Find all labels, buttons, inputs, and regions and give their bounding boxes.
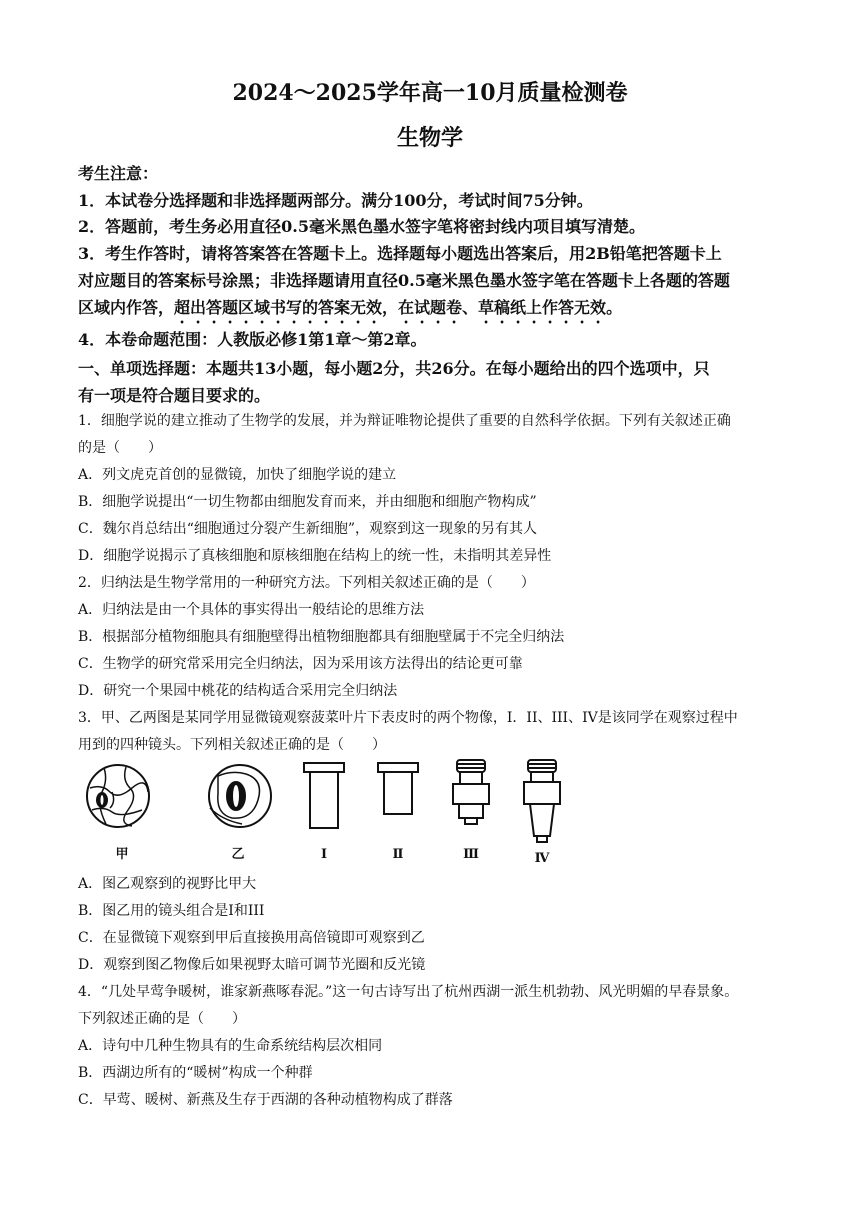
q4-option-b: B．西湖边所有的“暖树”构成一个种群 [78,1065,313,1081]
notice-item-2: 2．答题前，考生务必用直径0.5毫米黑色墨水签字笔将密封线内项目填写清楚。 [78,217,645,236]
notice-emphasis-1: 超出答题区域书写的答案无效 [174,298,383,317]
q3-stem-line-1: 3．甲、乙两图是某同学用显微镜观察菠菜叶片下表皮时的两个物像，I．II、III、IV是该同学在观察过程中 [78,710,738,726]
label-i: Ⅰ [320,847,328,862]
label-iv: Ⅳ [534,851,550,866]
field-of-view-jia [87,765,149,827]
notice-item-3-line-1: 3．考生作答时，请将答案答在答题卡上。选择题每小题选出答案后，用2B铅笔把答题卡上 [78,244,722,263]
section-1-heading-line-1: 一、单项选择题：本题共13小题，每小题2分，共26分。在每小题给出的四个选项中，只 [78,359,710,378]
notice-item-3-line-2: 对应题目的答案标号涂黑；非选择题请用直径0.5毫米黑色墨水签字笔在答题卡上各题的答题 [78,271,730,290]
label-iii: Ⅲ [463,847,479,862]
objective-lens-iii [453,760,489,824]
q3-figure [82,758,572,870]
notice-item-1: 1．本试卷分选择题和非选择题两部分。满分100分，考试时间75分钟。 [78,191,593,210]
q2-option-d: D．研究一个果园中桃花的结构适合采用完全归纳法 [78,683,398,699]
exam-title: 2024～2025学年高一10月质量检测卷 [232,80,628,106]
q2-option-b: B．根据部分植物细胞具有细胞壁得出植物细胞都具有细胞壁属于不完全归纳法 [78,629,565,645]
q3-option-d: D．观察到图乙物像后如果视野太暗可调节光圈和反光镜 [78,957,426,973]
q4-stem-line-2: 下列叙述正确的是（ ） [78,1011,246,1027]
field-of-view-yi [209,765,271,827]
eyepiece-lens-ii [378,763,418,814]
q1-option-a: A．列文虎克首创的显微镜，加快了细胞学说的建立 [78,467,397,483]
label-jia: 甲 [115,847,129,862]
label-yi: 乙 [231,847,245,862]
notice-item-3-text-e: 。 [606,298,623,317]
q4-stem-line-1: 4．“几处早莺争暖树，谁家新燕啄春泥。”这一句古诗写出了杭州西湖一派生机勃勃、风光明媚的早春景象。 [78,984,739,1000]
q3-option-c: C．在显微镜下观察到甲后直接换用高倍镜即可观察到乙 [78,930,425,946]
notice-item-3-text-c: ， [382,298,399,317]
q2-option-a: A．归纳法是由一个具体的事实得出一般结论的思维方法 [78,602,425,618]
q1-stem-line-2: 的是（ ） [78,440,162,456]
q1-option-d: D．细胞学说揭示了真核细胞和原核细胞在结构上的统一性，未指明其差异性 [78,548,552,564]
q2-stem: 2．归纳法是生物学常用的一种研究方法。下列相关叙述正确的是（ ） [78,575,535,591]
notice-item-3-line-3 [78,295,622,327]
objective-lens-iv [524,760,560,842]
q4-option-a: A．诗句中几种生物具有的生命系统结构层次相同 [78,1038,383,1054]
microscope-figure-svg [82,758,572,870]
notice-emphasis-2: 在试题卷、草稿纸上作答无效 [398,298,607,317]
notice-item-4: 4．本卷命题范围：人教版必修1第1章～第2章。 [78,330,427,349]
q2-option-c: C．生物学的研究常采用完全归纳法，因为采用该方法得出的结论更可靠 [78,656,523,672]
exam-subject: 生物学 [396,125,463,151]
q4-option-c: C．早莺、暖树、新燕及生存于西湖的各种动植物构成了群落 [78,1092,453,1108]
notice-item-3-text-a: 区域内作答， [78,298,175,317]
eyepiece-lens-i [304,763,344,828]
section-1-heading-line-2: 有一项是符合题目要求的。 [78,386,271,405]
label-ii: Ⅱ [392,847,404,862]
q3-option-b: B．图乙用的镜头组合是I和III [78,903,265,919]
q1-stem-line-1: 1．细胞学说的建立推动了生物学的发展，并为辩证唯物论提供了重要的自然科学依据。下列有关叙述正确 [78,413,731,429]
q3-option-a: A．图乙观察到的视野比甲大 [78,876,257,892]
q1-option-b: B．细胞学说提出“一切生物都由细胞发育而来，并由细胞和细胞产物构成” [78,494,537,510]
q3-stem-line-2: 用到的四种镜头。下列相关叙述正确的是（ ） [78,737,386,753]
notice-heading: 考生注意： [78,164,159,183]
q1-option-c: C．魏尔肖总结出“细胞通过分裂产生新细胞”，观察到这一现象的另有其人 [78,521,538,537]
